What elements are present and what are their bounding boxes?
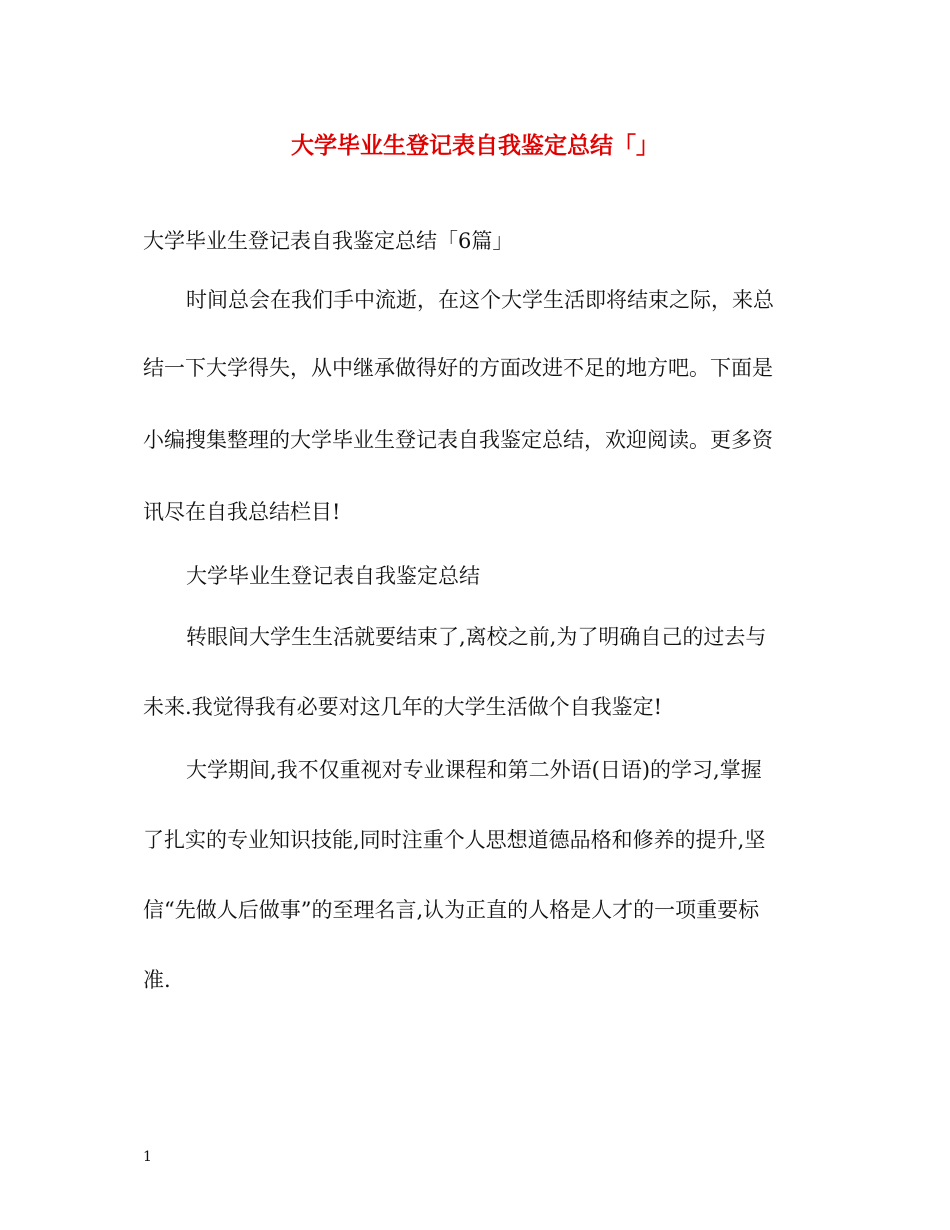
paragraph-line: 讯尽在自我总结栏目! [143,500,341,524]
section-heading: 大学毕业生登记表自我鉴定总结 [186,564,480,588]
document-title: 大学毕业生登记表自我鉴定总结「」 [291,133,659,159]
paragraph-line: 了扎实的专业知识技能,同时注重个人思想道德品格和修养的提升,坚 [143,828,766,852]
paragraph-line: 结一下大学得失，从中继承做得好的方面改进不足的地方吧。下面是 [143,356,773,380]
paragraph-line: 信“先做人后做事”的至理名言,认为正直的人格是人才的一项重要标 [143,898,760,922]
page-number: 1 [143,1149,152,1165]
paragraph-line: 转眼间大学生生活就要结束了,离校之前,为了明确自己的过去与 [186,625,767,649]
paragraph-line: 小编搜集整理的大学毕业生登记表自我鉴定总结，欢迎阅读。更多资 [143,428,773,452]
subtitle-line: 大学毕业生登记表自我鉴定总结「6篇」 [143,229,514,253]
paragraph-line: 未来.我觉得我有必要对这几年的大学生活做个自我鉴定! [143,695,663,719]
paragraph-line: 时间总会在我们手中流逝，在这个大学生活即将结束之际，来总 [186,288,774,312]
paragraph-line: 准. [143,968,171,992]
paragraph-line: 大学期间,我不仅重视对专业课程和第二外语(日语)的学习,掌握 [186,758,762,782]
